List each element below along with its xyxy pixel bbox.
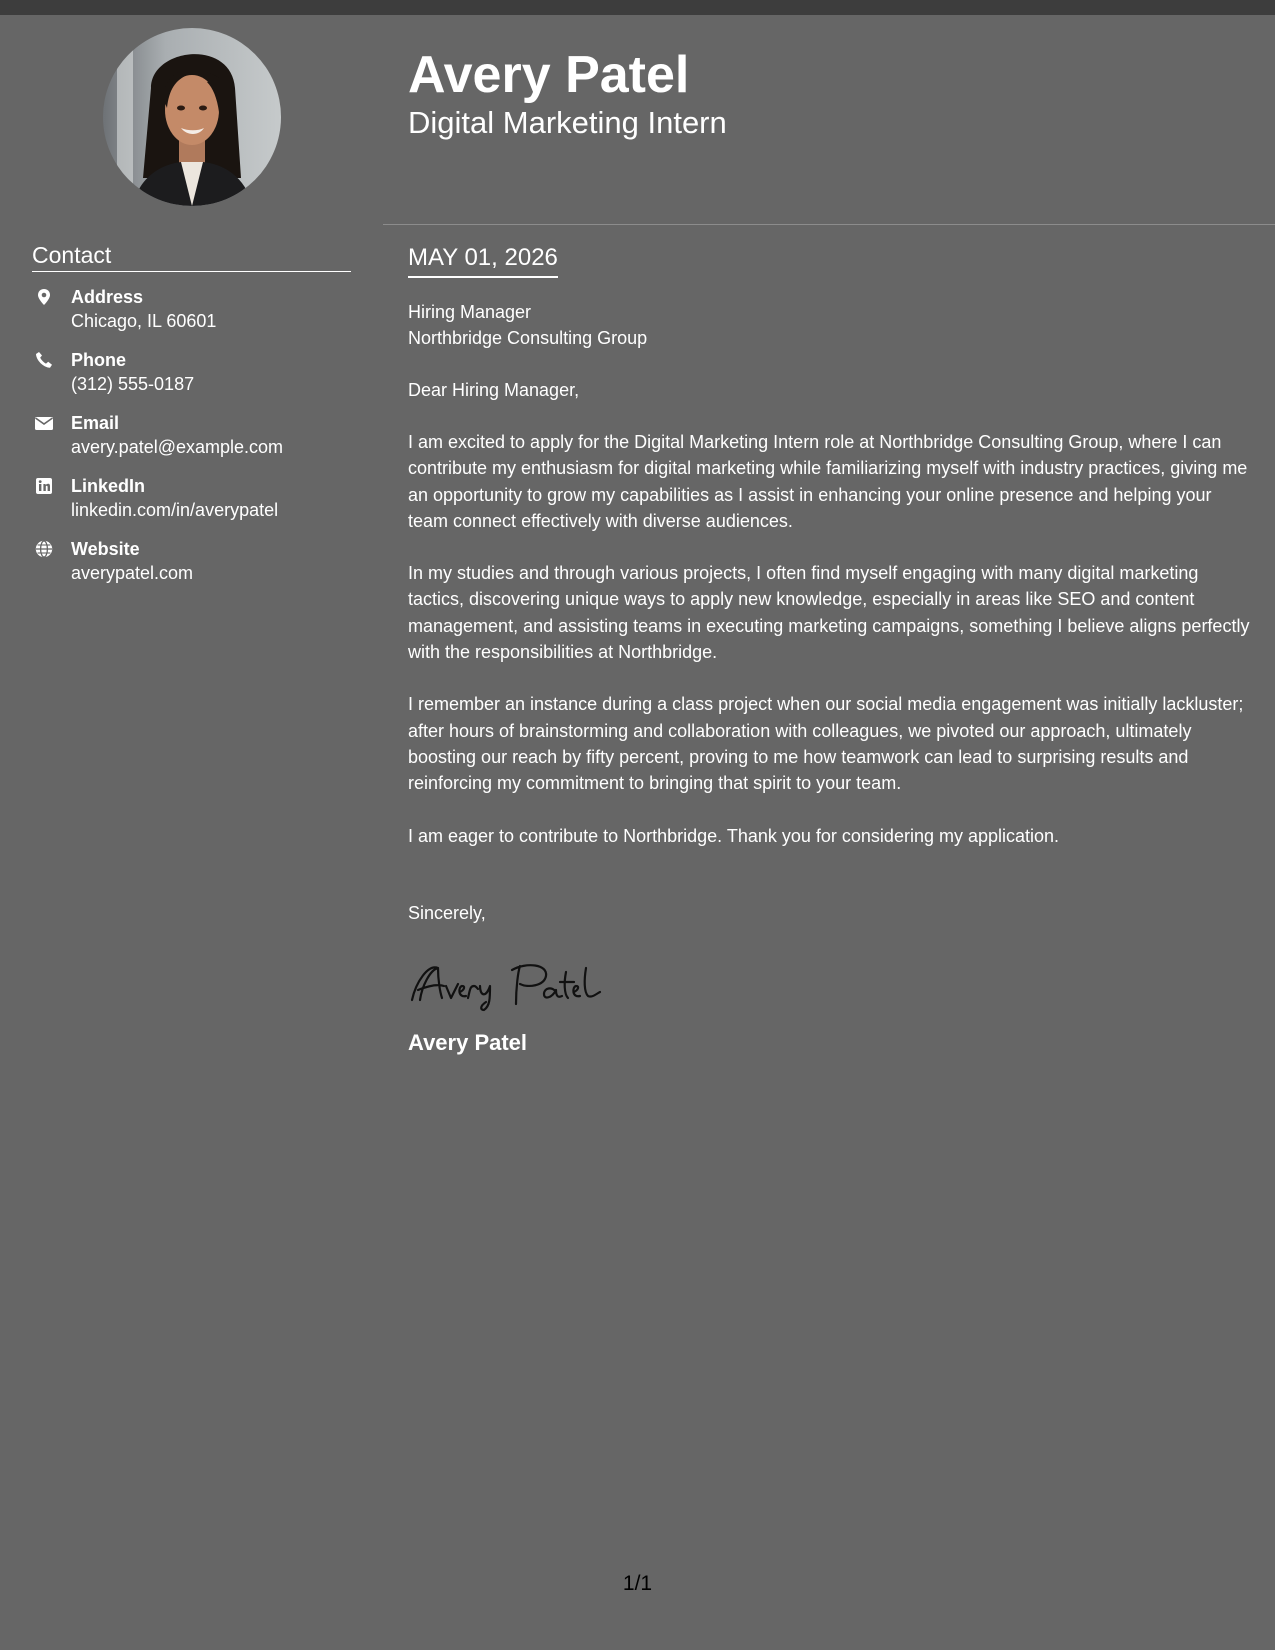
signed-name: Avery Patel <box>408 1029 528 1055</box>
contact-item-linkedin <box>32 474 362 537</box>
recipient-block <box>408 299 1254 351</box>
signature-image <box>408 956 618 1012</box>
contact-list <box>32 285 362 600</box>
letter-paragraph: I am excited to apply for the Digital Marketing Intern role at Northbridge Consulting Group, where I can contribute my enthusiasm for digital marketing while familiarizing myself with industry practices, giving me an opportunity to grow my capabilities as I assist in enhancing your online presence and helping your team connect effectively with diverse audiences. <box>408 432 1248 531</box>
contact-heading: Contact <box>32 241 351 272</box>
contact-label: Address <box>71 287 144 307</box>
contact-label: LinkedIn <box>71 476 146 496</box>
contact-item-website <box>32 537 362 600</box>
applicant-name: Avery Patel <box>408 46 690 104</box>
letter-paragraph: I am eager to contribute to Northbridge. Thank you for considering my application. <box>408 825 1060 846</box>
closing: Sincerely, <box>408 902 486 923</box>
location-pin-icon <box>35 288 53 306</box>
letter-date: MAY 01, 2026 <box>408 243 558 278</box>
header-divider <box>383 224 1275 225</box>
sidebar <box>0 15 383 1650</box>
globe-icon <box>35 540 53 558</box>
salutation: Dear Hiring Manager, <box>408 380 580 400</box>
address-value: Chicago, IL 60601 <box>71 311 217 331</box>
linkedin-link[interactable]: linkedin.com/in/averypatel <box>71 500 279 520</box>
letter-paragraph: In my studies and through various projects, I often find myself engaging with many digital marketing tactics, discovering unique ways to apply new knowledge, especially in areas like SEO and content management, and assisting teams in executing marketing campaigns, something I believe aligns perfectly with the responsibilities at Northbridge. <box>408 563 1250 663</box>
envelope-icon <box>35 414 53 432</box>
recipient-title: Hiring Manager <box>408 302 532 322</box>
phone-icon <box>35 351 53 369</box>
contact-item-address <box>32 285 362 348</box>
letter-header <box>408 45 727 141</box>
contact-label: Website <box>71 539 140 559</box>
letter-paragraph: I remember an instance during a class project when our social media engagement was initially lackluster; after hours of brainstorming and collaboration with colleagues, we pivoted our approach, ultimately boosting our reach by fifty percent, proving to me how teamwork can lead to surprising results and reinforcing my commitment to bringing that spirit to your team. <box>408 694 1244 794</box>
linkedin-icon <box>35 477 53 495</box>
website-link[interactable]: averypatel.com <box>71 563 194 583</box>
top-strip <box>0 0 1275 15</box>
applicant-role: Digital Marketing Intern <box>408 105 727 140</box>
letter-body <box>408 243 1254 1057</box>
profile-photo <box>103 28 281 206</box>
email-link[interactable]: avery.patel@example.com <box>71 437 284 457</box>
contact-label: Email <box>71 413 120 433</box>
phone-value[interactable]: (312) 555-0187 <box>71 374 195 394</box>
contact-item-phone <box>32 348 362 411</box>
recipient-company: Northbridge Consulting Group <box>408 328 648 348</box>
contact-item-email <box>32 411 362 474</box>
portrait-image <box>103 28 281 206</box>
page-number: 1/1 <box>622 1572 653 1595</box>
contact-label: Phone <box>71 350 127 370</box>
